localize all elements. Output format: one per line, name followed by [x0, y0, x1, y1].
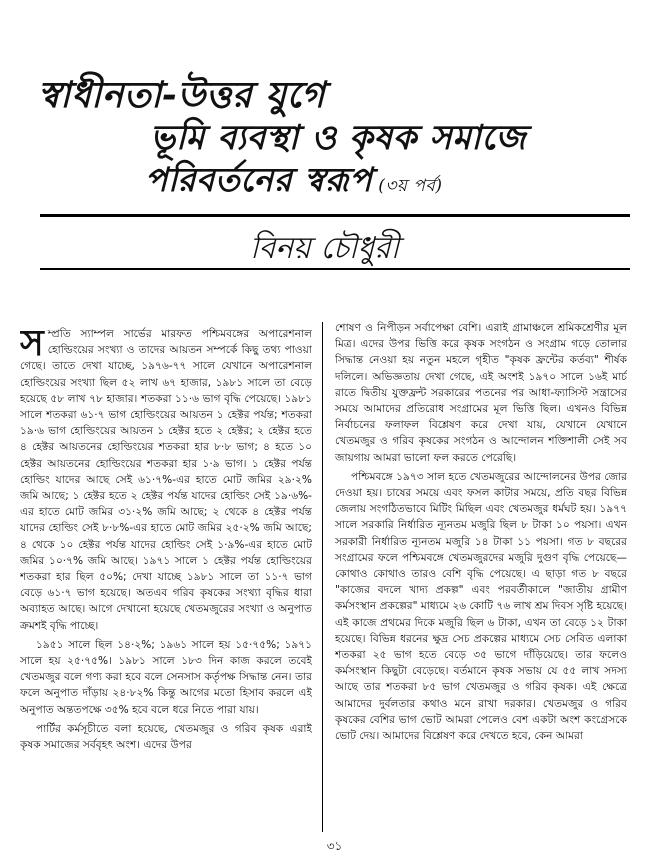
column-divider — [322, 322, 323, 832]
title-divider — [40, 214, 630, 217]
right-column — [335, 320, 627, 836]
page-number: ৩১ — [326, 839, 343, 853]
title-line-1: স্বাধীনতা-উত্তর যুগে — [38, 74, 326, 116]
paragraph: পার্টির কর্মসূচীতে বলা হয়েছে, খেতমজুর ও গরিব কৃষক এরাই কৃষক সমাজের সর্ববৃহৎ অংশ। এদের উপর — [20, 722, 312, 752]
paragraph: ১৯৫১ সালে ছিল ১৪·২%; ১৯৬১ সালে হয় ১৫·৭৫%; ১৯৭১ সালে হয় ২৫·৭৫%। ১৯৮১ সালে ১৮৩ দিন কাজ করলে তবেই খেতমজুর বলে গণ্য করা হবে বলে সেনসাস কর্তৃপক্ষ সিদ্ধান্ত নেন। তার ফলে অনুপাত দাঁড়ায় ২৪·৮২% কিন্তু আগের মতো হিসাব করলে এই অনুপাত অন্ততপক্ষে ৩৫% হবে বলে ধরে নিতে পারা যায়। — [20, 638, 312, 716]
paragraph-text: ম্প্রতি স্যাম্পল সার্ভের মারফত পশ্চিমবঙ্গের অপারেশনাল হোল্ডিংয়ের সংখ্যা ও তাদের আয়তন সম্পর্কে কিছু তথ্য পাওয়া গেছে। তাতে দেখা যাচ্ছে, ১৯৭৬-৭৭ সালে যেখানে অপারেশনাল হোল্ডিংয়ের সংখ্যা ছিল ৫২ লাখ ৬৭ হাজার, ১৯৮১ সালে তা বেড়ে হয়েছে ৫৮ লাখ ৭৮ হাজার। শতকরা ১১·৬ ভাগ বৃদ্ধি পেয়েছে। ১৯৮১ সালে শতকরা ৬১·৭ ভাগ হোল্ডিংয়ের আয়তন ১ হেক্টর পর্যন্ত; শতকরা ১৯·৬ ভাগ হোল্ডিংয়ের আয়তন ১ হেক্টর হতে ২ হেক্টর; ২ হেক্টর হতে ৪ হেক্টর আয়তনের হোল্ডিংয়ের শতকরা হার ৮·৮ ভাগ; ৪ হতে ১০ হেক্টর আয়তনের হোল্ডিংয়ের শতকরা হার ১·৯ ভাগ। ১ হেক্টর পর্যন্ত হোল্ডিং যাদের আছে সেই ৬১·৭%-এর হাতে মোট জমির ২৯·২% জমি আছে; ১ হেক্টর হতে ২ হেক্টর পর্যন্ত যাদের হোল্ডিং সেই ১৯·৬%-এর হাতে মোট জমির ৩১·২% জমি আছে; ২ থেকে ৪ হেক্টর পর্যন্ত যাদের হোল্ডিং সেই ৮·৮%-এর হাতে মোট জমির ২৫·২% জমি আছে; ৪ থেকে ১০ হেক্টর পর্যন্ত যাদের হোল্ডিং সেই ১·৯%-এর হাতে মোট জমির ১০·৭% জমি আছে। ১৯৭১ সালে ১ হেক্টর পর্যন্ত হোল্ডিংয়ের শতকরা হার ছিল ৫০%; দেখা যাচ্ছে ১৯৮১ সালে তা ১১·৭ ভাগ বেড়ে ৬১·৭ ভাগ হয়েছে। অতএব গরিব কৃষকের সংখ্যা বৃদ্ধির ধারা অব্যাহত আছে। আগে দেখানো হয়েছে খেতমজুরের সংখ্যা ও অনুপাত ক্রমশই বৃদ্ধি পাচ্ছে। — [20, 328, 312, 632]
paragraph: শোষণ ও নিপীড়ন সর্বাপেক্ষা বেশি। এরাই গ্রামাঞ্চলে শ্রমিকশ্রেণীর মূল মিত্র। এদের উপর ভিত্তি করে কৃষক সংগঠন ও সংগ্রাম গড়ে তোলার সিদ্ধান্ত নেওয়া হয় নতুন মহলে গৃহীত "কৃষক ফ্রন্টের কর্তব্য" শীর্ষক দলিলে। অভিজ্ঞতায় দেখা গেছে, এই অংশই ১৯৭০ সালে ১৬ই মার্চ রাতে দ্বিতীয় যুক্তফ্রন্ট সরকারের পতনের পর আধা-ফ্যাসিস্ট সন্ত্রাসের সময়ে আমাদের প্রতিরোধ সংগ্রামের মূল ভিত্তি ছিল। এখনও বিভিন্ন নির্বাচনের ফলাফল বিশ্লেষণ করে দেখা যায়, যেখানে যেখানে খেতমজুর ও গরিব কৃষকের সংগঠন ও আন্দোলন শক্তিশালী সেই সব জায়গায় আমরা ভালো ফল করতে পেরেছি। — [335, 322, 627, 464]
paragraph — [20, 326, 312, 634]
author-name: বিনয় চৌধুরী — [250, 231, 400, 266]
drop-cap: স — [20, 326, 44, 364]
title-line-3-text: পরিবর্তনের স্বরূপ — [145, 160, 373, 199]
author-divider — [40, 268, 630, 270]
part-label: (৩য় পর্ব) — [378, 176, 443, 196]
title-line-2: ভূমি ব্যবস্থা ও কৃষক সমাজে — [150, 118, 526, 158]
paragraph: পশ্চিমবঙ্গে ১৯৭৩ সাল হতে খেতমজুরের আন্দোলনের উপর জোর দেওয়া হয়। চাষের সময়ে এবং ফসল কাটার সময়ে, প্রতি বছর বিভিন্ন জেলায় সংগঠিতভাবে মিটিং মিছিল এবং খেতমজুর ধর্মঘট হয়। ১৯৭৭ সালে সরকারি নির্ধারিত ন্যূনতম মজুরি ছিল ৮ টাকা ১০ পয়সা। এখন সরকারী নির্ধারিত ন্যূনতম মজুরি ১৪ টাকা ১১ পয়সা। গত ৮ বছরের সংগ্রামের ফলে পশ্চিমবঙ্গে খেতমজুরদের মজুরি দুগুণ বৃদ্ধি পেয়েছে—কোথাও কোথাও তারও বেশি বৃদ্ধি পেয়েছে। এ ছাড়া গত ৮ বছরে "কাজের বদলে খাদ্য প্রকল্প" এবং পরবর্তীকালে "জাতীয় গ্রামীণ কর্মসংস্থান প্রকল্পের" মাধ্যমে ২৬ কোটি ৭৬ লাখ শ্রম দিবস সৃষ্টি হয়েছে। এই কাজে প্রথমের দিকে মজুরি ছিল ৬ টাকা, এখন তা বেড়ে ১২ টাকা হয়েছে। বিভিন্ন ধরনের ক্ষুদ্র সেচ প্রকল্পের মাধ্যমে সেচ সেবিত এলাকা শতকরা ২৫ ভাগ হতে বেড়ে ৩৫ ভাগে দাঁড়িয়েছে। তার ফলেও কর্মসংস্থান কিছুটা বেড়েছে। বর্তমানে কৃষক সভায় যে ৫৫ লাখ সদস্য আছে তার শতকরা ৮৫ ভাগ খেতমজুর ও গরিব কৃষক। এই ক্ষেত্রে আমাদের দুর্বলতার কথাও মনে রাখা দরকার। খেতমজুর ও গরিব কৃষকের বেশির ভাগ ভোট আমরা পেলেও বেশ একটা অংশ কংগ্রেসকে ভোট দেয়। আমাদের বিশ্লেষণ করে দেখতে হবে, কেন আমরা — [335, 470, 627, 743]
left-column — [20, 326, 312, 826]
title-line-3 — [145, 154, 442, 210]
